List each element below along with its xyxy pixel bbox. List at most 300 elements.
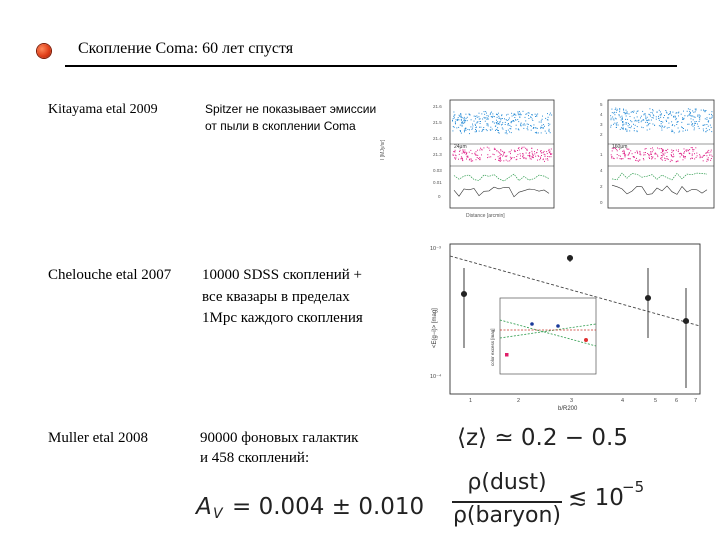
scatter-point [620, 158, 621, 159]
scatter-point [500, 154, 501, 155]
scatter-point [513, 115, 514, 116]
scatter-point [699, 117, 700, 118]
scatter-point [662, 155, 663, 156]
scatter-point [512, 121, 513, 122]
scatter-point [711, 131, 712, 132]
scatter-point [505, 132, 506, 133]
scatter-point [469, 152, 470, 153]
scatter-point [511, 122, 512, 123]
scatter-point [496, 120, 497, 121]
scatter-point [611, 118, 612, 119]
scatter-point [695, 111, 696, 112]
scatter-point [626, 110, 627, 111]
svg-text:1: 1 [600, 152, 603, 157]
scatter-point [477, 122, 478, 123]
scatter-point [656, 119, 657, 120]
scatter-point [541, 122, 542, 123]
scatter-point [542, 119, 543, 120]
scatter-point [512, 157, 513, 158]
scatter-point [463, 123, 464, 124]
scatter-point [613, 118, 614, 119]
scatter-point [483, 147, 484, 148]
scatter-point [675, 117, 676, 118]
scatter-point [523, 155, 524, 156]
scatter-point [664, 155, 665, 156]
scatter-point [702, 157, 703, 158]
scatter-point [645, 154, 646, 155]
scatter-point [699, 128, 700, 129]
scatter-point [480, 121, 481, 122]
scatter-point [485, 117, 486, 118]
scatter-point [622, 125, 623, 126]
scatter-point [526, 149, 527, 150]
scatter-point [683, 156, 684, 157]
scatter-point [538, 132, 539, 133]
scatter-point [628, 154, 629, 155]
scatter-point [691, 116, 692, 117]
scatter-point [529, 113, 530, 114]
scatter-point [501, 154, 502, 155]
scatter-point [626, 116, 627, 117]
scatter-point [475, 118, 476, 119]
scatter-point [519, 150, 520, 151]
scatter-point [479, 150, 480, 151]
scatter-point [454, 157, 455, 158]
scatter-point [627, 130, 628, 131]
scatter-point [501, 115, 502, 116]
scatter-point [624, 155, 625, 156]
scatter-point [524, 123, 525, 124]
scatter-point [623, 109, 624, 110]
scatter-point [498, 113, 499, 114]
scatter-point [546, 133, 547, 134]
scatter-point [496, 150, 497, 151]
scatter-point [486, 113, 487, 114]
scatter-point [683, 111, 684, 112]
scatter-point [460, 130, 461, 131]
scatter-point [684, 148, 685, 149]
scatter-point [667, 113, 668, 114]
scatter-point [545, 118, 546, 119]
scatter-point [620, 129, 621, 130]
scatter-point [471, 161, 472, 162]
scatter-point [454, 115, 455, 116]
scatter-point [682, 127, 683, 128]
scatter-point [504, 118, 505, 119]
scatter-point [673, 157, 674, 158]
scatter-point [624, 152, 625, 153]
scatter-point [649, 155, 650, 156]
scatter-point [515, 151, 516, 152]
scatter-point [467, 120, 468, 121]
scatter-point [614, 123, 615, 124]
scatter-point [694, 125, 695, 126]
scatter-point [545, 159, 546, 160]
scatter-point [499, 122, 500, 123]
scatter-point [462, 125, 463, 126]
scatter-point [694, 158, 695, 159]
scatter-point [663, 154, 664, 155]
scatter-point [610, 127, 611, 128]
scatter-point [618, 155, 619, 156]
scatter-point [698, 126, 699, 127]
scatter-point [496, 129, 497, 130]
scatter-point [487, 115, 488, 116]
slide-title: Скопление Coma: 60 лет спустя [78, 40, 294, 57]
svg-text:4: 4 [600, 112, 603, 117]
scatter-point [523, 111, 524, 112]
scatter-point [661, 121, 662, 122]
scatter-point [693, 112, 694, 113]
scatter-point [489, 150, 490, 151]
chelouche-ylabel: <E(g−i)> [mag] [432, 308, 438, 348]
scatter-point [509, 125, 510, 126]
scatter-point [667, 117, 668, 118]
chelouche-text-line1: 10000 SDSS скоплений + [202, 267, 363, 283]
scatter-point [627, 113, 628, 114]
scatter-point [660, 126, 661, 127]
scatter-point [481, 113, 482, 114]
scatter-point [639, 151, 640, 152]
data-point [683, 318, 688, 323]
scatter-point [550, 113, 551, 114]
scatter-point [516, 125, 517, 126]
scatter-point [485, 121, 486, 122]
scatter-point [692, 124, 693, 125]
scatter-point [711, 158, 712, 159]
scatter-point [654, 125, 655, 126]
scatter-point [508, 130, 509, 131]
svg-text:7: 7 [694, 398, 698, 404]
scatter-point [633, 156, 634, 157]
scatter-point [508, 125, 509, 126]
scatter-point [621, 127, 622, 128]
scatter-point [671, 152, 672, 153]
scatter-point [479, 127, 480, 128]
scatter-point [622, 124, 623, 125]
scatter-point [472, 125, 473, 126]
scatter-point [525, 148, 526, 149]
scatter-point [692, 116, 693, 117]
scatter-point [708, 122, 709, 123]
scatter-point [546, 151, 547, 152]
scatter-point [536, 128, 537, 129]
scatter-point [525, 125, 526, 126]
scatter-point [709, 118, 710, 119]
scatter-point [659, 120, 660, 121]
scatter-point [535, 127, 536, 128]
scatter-point [614, 120, 615, 121]
svg-text:0.01: 0.01 [433, 180, 442, 185]
scatter-point [643, 114, 644, 115]
scatter-point [623, 158, 624, 159]
scatter-point [460, 116, 461, 117]
scatter-point [496, 123, 497, 124]
scatter-point [540, 128, 541, 129]
scatter-point [661, 127, 662, 128]
scatter-point [464, 120, 465, 121]
svg-text:3: 3 [600, 122, 603, 127]
scatter-point [624, 153, 625, 154]
scatter-point [676, 118, 677, 119]
scatter-point [503, 129, 504, 130]
scatter-point [532, 154, 533, 155]
scatter-point [497, 127, 498, 128]
scatter-point [494, 123, 495, 124]
scatter-point [484, 114, 485, 115]
scatter-point [509, 118, 510, 119]
scatter-point [524, 157, 525, 158]
scatter-point [691, 118, 692, 119]
scatter-point [479, 157, 480, 158]
scatter-point [692, 158, 693, 159]
scatter-point [640, 153, 641, 154]
scatter-point [643, 155, 644, 156]
scatter-point [517, 111, 518, 112]
scatter-point [666, 112, 667, 113]
scatter-point [662, 160, 663, 161]
scatter-point [520, 113, 521, 114]
scatter-point [521, 123, 522, 124]
scatter-point [694, 123, 695, 124]
scatter-point [500, 159, 501, 160]
scatter-point [452, 130, 453, 131]
scatter-point [508, 119, 509, 120]
scatter-point [652, 117, 653, 118]
scatter-point [476, 115, 477, 116]
scatter-point [619, 114, 620, 115]
scatter-point [676, 124, 677, 125]
scatter-point [628, 149, 629, 150]
scatter-point [672, 124, 673, 125]
scatter-point [619, 109, 620, 110]
scatter-point [491, 112, 492, 113]
scatter-point [497, 121, 498, 122]
svg-text:3: 3 [570, 398, 574, 404]
scatter-point [514, 150, 515, 151]
scatter-point [622, 119, 623, 120]
scatter-point [551, 115, 552, 116]
scatter-point [667, 152, 668, 153]
scatter-point [688, 108, 689, 109]
scatter-point [706, 152, 707, 153]
scatter-point [500, 161, 501, 162]
scatter-point [499, 158, 500, 159]
scatter-point [456, 155, 457, 156]
scatter-point [694, 129, 695, 130]
scatter-point [532, 153, 533, 154]
scatter-point [685, 156, 686, 157]
scatter-point [693, 149, 694, 150]
scatter-point [520, 124, 521, 125]
svg-text:2: 2 [517, 398, 521, 404]
scatter-point [540, 157, 541, 158]
data-point [567, 255, 572, 260]
scatter-point [541, 150, 542, 151]
scatter-point [538, 156, 539, 157]
scatter-point [646, 120, 647, 121]
scatter-point [459, 116, 460, 117]
scatter-point [632, 111, 633, 112]
scatter-point [529, 153, 530, 154]
scatter-point [533, 128, 534, 129]
svg-text:6: 6 [675, 398, 679, 404]
scatter-point [537, 128, 538, 129]
scatter-point [491, 116, 492, 117]
scatter-point [656, 154, 657, 155]
scatter-point [532, 120, 533, 121]
scatter-point [689, 113, 690, 114]
scatter-point [545, 131, 546, 132]
scatter-point [684, 118, 685, 119]
scatter-point [470, 150, 471, 151]
scatter-point [655, 158, 656, 159]
scatter-point [517, 150, 518, 151]
scatter-point [647, 122, 648, 123]
scatter-point [611, 125, 612, 126]
scatter-point [453, 116, 454, 117]
scatter-point [523, 124, 524, 125]
scatter-point [676, 112, 677, 113]
scatter-point [653, 118, 654, 119]
formula-extinction-subscript: V [213, 506, 223, 522]
scatter-point [707, 159, 708, 160]
scatter-point [663, 149, 664, 150]
scatter-point [665, 153, 666, 154]
scatter-point [697, 155, 698, 156]
scatter-point [472, 128, 473, 129]
scatter-point [478, 158, 479, 159]
scatter-point [701, 110, 702, 111]
scatter-point [623, 112, 624, 113]
scatter-point [652, 109, 653, 110]
scatter-point [689, 124, 690, 125]
scatter-point [683, 153, 684, 154]
scatter-point [695, 109, 696, 110]
scatter-point [652, 158, 653, 159]
scatter-point [541, 132, 542, 133]
scatter-point [648, 124, 649, 125]
scatter-point [678, 112, 679, 113]
scatter-point [482, 130, 483, 131]
scatter-point [494, 154, 495, 155]
scatter-point [668, 123, 669, 124]
scatter-point [525, 120, 526, 121]
chelouche-text-line2: все квазары в пределах [202, 289, 350, 305]
scatter-point [643, 119, 644, 120]
scatter-point [630, 116, 631, 117]
scatter-point [522, 153, 523, 154]
scatter-point [460, 158, 461, 159]
scatter-point [658, 118, 659, 119]
scatter-point [461, 120, 462, 121]
scatter-point [666, 121, 667, 122]
scatter-point [492, 154, 493, 155]
scatter-point [638, 110, 639, 111]
scatter-point [518, 114, 519, 115]
scatter-point [505, 156, 506, 157]
scatter-point [623, 153, 624, 154]
scatter-point [510, 128, 511, 129]
scatter-point [509, 151, 510, 152]
scatter-point [711, 155, 712, 156]
scatter-point [516, 128, 517, 129]
scatter-point [531, 126, 532, 127]
scatter-point [453, 154, 454, 155]
scatter-point [487, 118, 488, 119]
scatter-point [679, 131, 680, 132]
scatter-point [664, 127, 665, 128]
scatter-point [676, 150, 677, 151]
scatter-point [625, 119, 626, 120]
scatter-point [661, 113, 662, 114]
scatter-point [533, 124, 534, 125]
scatter-point [551, 149, 552, 150]
scatter-point [645, 152, 646, 153]
scatter-point [687, 111, 688, 112]
scatter-point [541, 155, 542, 156]
scatter-point [682, 117, 683, 118]
scatter-point [663, 153, 664, 154]
scatter-point [690, 115, 691, 116]
scatter-point [665, 110, 666, 111]
scatter-point [460, 113, 461, 114]
scatter-point [462, 153, 463, 154]
scatter-point [494, 149, 495, 150]
scatter-point [514, 117, 515, 118]
scatter-point [547, 156, 548, 157]
scatter-point [613, 124, 614, 125]
scatter-point [634, 117, 635, 118]
scatter-point [692, 110, 693, 111]
scatter-point [632, 153, 633, 154]
scatter-point [530, 125, 531, 126]
scatter-point [499, 118, 500, 119]
scatter-point [661, 130, 662, 131]
scatter-point [649, 129, 650, 130]
scatter-point [635, 160, 636, 161]
scatter-point [550, 151, 551, 152]
scatter-point [647, 125, 648, 126]
scatter-point [550, 132, 551, 133]
scatter-point [681, 155, 682, 156]
scatter-point [479, 131, 480, 132]
scatter-point [482, 119, 483, 120]
kitayama-160um-label: 160μm [612, 144, 628, 150]
scatter-point [497, 114, 498, 115]
scatter-point [628, 158, 629, 159]
ref-chelouche: Chelouche etal 2007 [48, 267, 172, 283]
scatter-point [706, 161, 707, 162]
scatter-point [662, 125, 663, 126]
scatter-point [498, 132, 499, 133]
scatter-point [523, 128, 524, 129]
scatter-point [476, 159, 477, 160]
scatter-point [683, 119, 684, 120]
scatter-point [477, 157, 478, 158]
scatter-point [661, 123, 662, 124]
scatter-point [472, 124, 473, 125]
scatter-point [539, 122, 540, 123]
scatter-point [503, 154, 504, 155]
scatter-point [467, 129, 468, 130]
scatter-point [549, 131, 550, 132]
svg-text:5: 5 [654, 398, 658, 404]
scatter-point [503, 160, 504, 161]
scatter-point [697, 124, 698, 125]
scatter-point [645, 122, 646, 123]
scatter-point [498, 151, 499, 152]
